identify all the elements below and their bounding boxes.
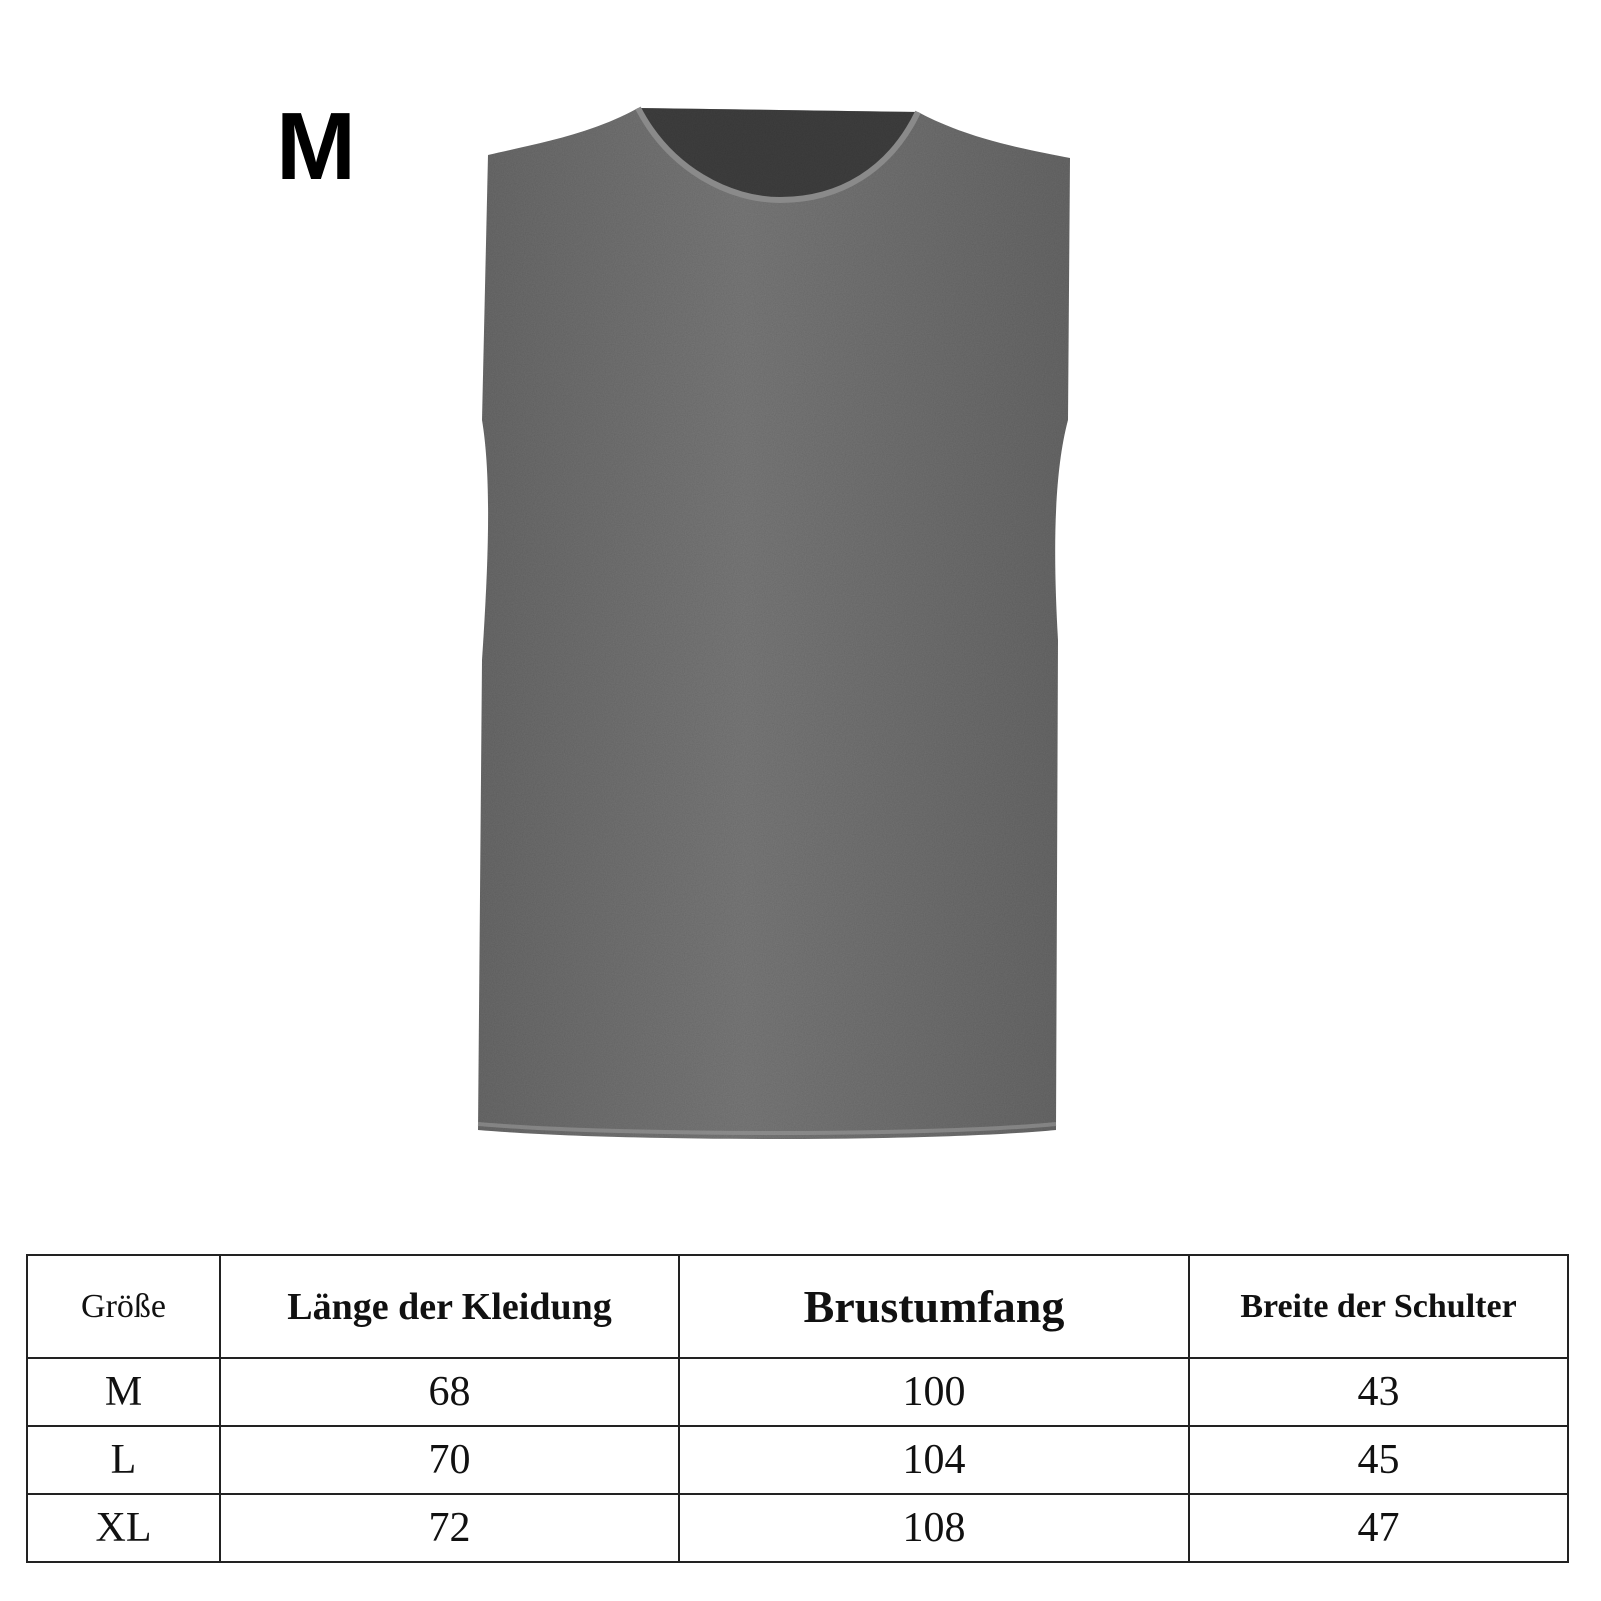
header-shoulder-width: Breite der Schulter [1189, 1255, 1568, 1358]
vest-body [478, 108, 1070, 1139]
cell-shoulder: 47 [1189, 1494, 1568, 1562]
size-chart-table [26, 1254, 1569, 1563]
table-row [27, 1494, 1568, 1562]
table-row [27, 1426, 1568, 1494]
size-label: M [276, 93, 355, 200]
header-chest: Brustumfang [679, 1255, 1189, 1358]
cell-size: M [27, 1358, 220, 1426]
cell-chest: 100 [679, 1358, 1189, 1426]
cell-size: L [27, 1426, 220, 1494]
table-header-row [27, 1255, 1568, 1358]
header-length: Länge der Kleidung [220, 1255, 679, 1358]
cell-length: 72 [220, 1494, 679, 1562]
cell-length: 70 [220, 1426, 679, 1494]
cell-size: XL [27, 1494, 220, 1562]
cell-shoulder: 43 [1189, 1358, 1568, 1426]
cell-shoulder: 45 [1189, 1426, 1568, 1494]
cell-length: 68 [220, 1358, 679, 1426]
cell-chest: 108 [679, 1494, 1189, 1562]
header-size: Größe [27, 1255, 220, 1358]
product-vest-image [470, 100, 1110, 1180]
cell-chest: 104 [679, 1426, 1189, 1494]
table-row [27, 1358, 1568, 1426]
